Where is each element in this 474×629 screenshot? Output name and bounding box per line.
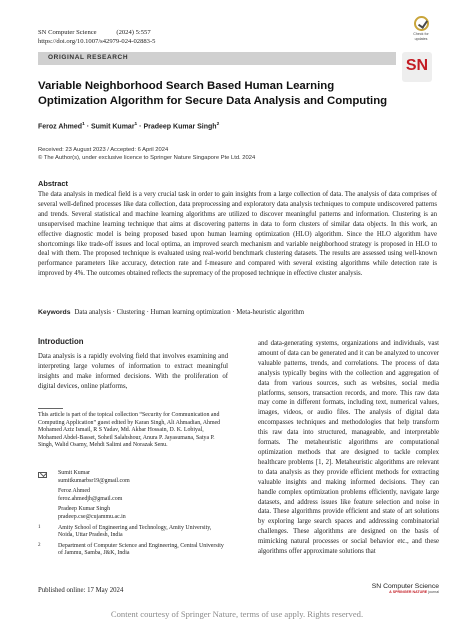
contact-email[interactable]: sumitkumarbsr19@gmail.com (58, 477, 130, 484)
keywords (38, 309, 304, 316)
contact-entry (38, 470, 228, 485)
footer-journal-name: SN Computer Science (371, 583, 439, 590)
courtesy-notice: Content courtesy of Springer Nature, terms of use apply. Rights reserved. (110, 609, 364, 619)
journal-citation (38, 28, 151, 37)
contact-name: Pradeep Kumar Singh (58, 506, 111, 513)
affiliation-entry (38, 543, 228, 558)
check-for-updates-badge[interactable] (407, 16, 435, 44)
footer-publisher-suffix: journal (428, 590, 439, 594)
author-affiliation-mark: 2 (216, 122, 220, 127)
introduction-text-right: and data-generating systems, organizations and individuals, vast amount of data can be generated and it can be analyzed to uncover valuable patterns, trends, and correlations. The process of data analysis typically begins with the collection and aggregation of data from various sources, such as websites, social media platforms, sensors, transaction records, and more. This raw data may come in different formats, including text, numerical values, images, videos, or audio files. The analysis of digital data encompasses techniques and methodologies that help transform this raw data into structured, manageable, and interpretable formats. The metaheuristic algorithms are computational optimization methods that are designed to tackle complex healthcare problems [1, 2]. Metaheuristic algorithms are relevant to data analysis as they provide efficient methods for extracting valuable insights and making informed decisions. They can handle complex optimization problems efficiently, navigate large datasets, and address issues like feature selection and noise in data. These algorithms provide efficient and state of art solutions by exploring large search spaces and addressing combinatorial challenges. These algorithms are designed on the basis of mimicking natural processes or social behavior etc., and these algorithms offer approximate solutions that (258, 340, 439, 556)
author-name[interactable]: Feroz Ahmed (38, 123, 83, 131)
check-updates-label: Check for updates (413, 32, 429, 41)
keywords-label: Keywords (38, 309, 71, 316)
envelope-icon (38, 472, 47, 478)
affiliation-number: 2 (38, 542, 41, 548)
article-title: Variable Neighborhood Search Based Human Learning Optimization Algorithm for Secure Data Analysis and Computing (38, 80, 388, 107)
topical-collection-note: This article is part of the topical collection “Security for Communication and Computing Application” guest edited by Karan Singh, Ali Ahmadian, Ahmed Mohamed Aziz Ismail, R S Yadav, Md. Akbar Hossain, D. K. Lobiyal, Mohamed Abdel-Basset, Soheil Salahshour, Anura P. Jayasumana, Satya P. Singh, Walid Osamy, Mehdi Salimi and Norazak Senu. (38, 412, 221, 449)
sn-logo (402, 52, 432, 82)
author-separator: · (84, 123, 91, 131)
footnote-divider (38, 408, 63, 409)
footer-publisher-prefix: A (389, 590, 392, 594)
article-type-label: ORIGINAL RESEARCH (48, 54, 129, 61)
correspondence-block (38, 470, 228, 561)
article-type-banner (38, 52, 396, 65)
affiliation-text: Department of Computer Science and Engineering, Central University of Jammu, Samba, J&K, India (58, 542, 224, 557)
footer-publisher (349, 590, 439, 594)
author-affiliation-mark: 1 (82, 122, 85, 127)
affiliation-number: 1 (38, 524, 41, 530)
journal-name: SN Computer Science (38, 29, 97, 36)
abstract-heading: Abstract (38, 179, 68, 188)
author-separator: · (137, 123, 144, 131)
received-accepted-dates: Received: 23 August 2023 / Accepted: 6 April 2024 (38, 147, 169, 153)
journal-footer-logo (349, 583, 439, 594)
affiliation-entry (38, 525, 228, 540)
introduction-heading: Introduction (38, 337, 84, 346)
contact-name: Feroz Ahmed (58, 488, 90, 495)
published-online-date: Published online: 17 May 2024 (38, 587, 124, 594)
doi-link[interactable]: https://doi.org/10.1007/s42979-024-02883-5 (38, 38, 156, 45)
check-updates-icon (414, 16, 429, 31)
sn-logo-text: SN (405, 57, 429, 74)
contact-email[interactable]: pradeep.cse@cujammu.ac.in (58, 513, 126, 520)
contact-entry (38, 488, 228, 503)
contact-name: Sumit Kumar (58, 470, 90, 476)
copyright-notice: © The Author(s), under exclusive licence to Springer Nature Singapore Pte Ltd. 2024 (38, 155, 256, 161)
footer-publisher-name: SPRINGER NATURE (392, 590, 428, 594)
contact-email[interactable]: feroz.ahmedjh@gmail.com (58, 495, 123, 502)
keywords-list: Data analysis · Clustering · Human learning optimization · Meta-heuristic algorithm (74, 309, 305, 316)
introduction-text-left: Data analysis is a rapidly evolving field that involves examining and interpreting large volumes of information to extract meaningful insights and make informed decisions. With the proliferation of digital devices, online platforms, (38, 353, 228, 390)
abstract-text: The data analysis in medical field is a very crucial task in order to gain insights from a large collection of data. The analysis of data comprises of several well-defined processes like data collection, data preprocessing and exploratory data analysis techniques to compute undiscovered patterns and trends. Several statistical and machine learning algorithms are utilized to discover meaningful patterns and information. Clustering is an unsupervised machine learning technique that aims at discovering patterns in data to form clusters of similar data objects. In this work, an effective diagnostic model is being proposed based upon human learning optimization (HLO) algorithm. Since the HLO algorithm have shortcomings like trade-off issues and local optima, an improved search mechanism and variable neighborhood strategy is proposed in HLO to deal with them. The proposed technique is evaluated using real-world benchmark clustering datasets. The results are assessed using well-known performance parameters like accuracy, detection rate and f-measure and compared with several existing algorithms while detection rate is improved by 4%. The outcomes obtained reflects the supremacy of the proposed technique in effective cluster analysis. (38, 191, 437, 278)
author-affiliation-mark: 1 (134, 122, 138, 127)
author-name[interactable]: Pradeep Kumar Singh (143, 123, 217, 131)
affiliation-text: Amity School of Engineering and Technology, Amity University, Noida, Uttar Pradesh, India (58, 524, 212, 539)
author-list (38, 122, 219, 130)
author-name[interactable]: Sumit Kumar (90, 123, 135, 131)
contact-entry (38, 506, 228, 521)
journal-volume: (2024) 5:557 (116, 29, 151, 36)
